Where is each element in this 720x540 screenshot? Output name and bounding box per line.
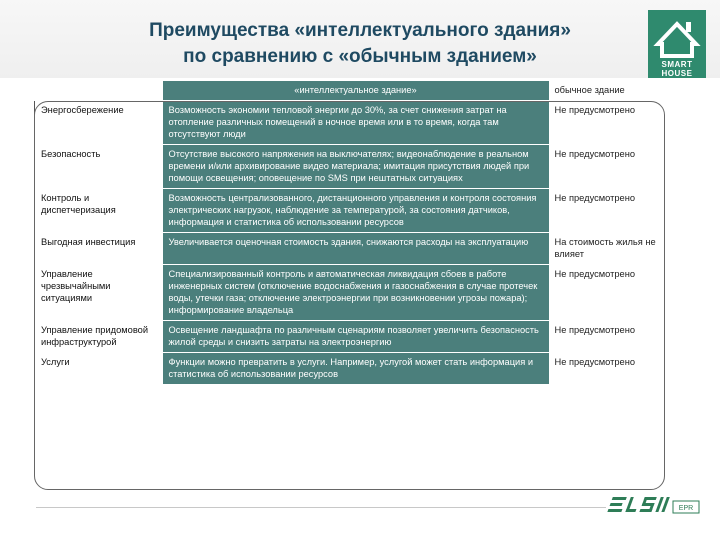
smart-cell: Возможность экономии тепловой энергии до 30%, за счет снижения затрат на отопление различных помещений в ночное время или в то время, когда там отсутствуют люди (163, 101, 549, 145)
title-line-1: Преимущества «интеллектуального здания» (149, 20, 571, 41)
column-header-smart: «интеллектуальное здание» (163, 81, 549, 101)
smart-cell: Освещение ландшафта по различным сценариям позволяет увеличить безопасность жилой среды и снизить затраты на электроэнергию (163, 321, 549, 353)
row-label: Контроль и диспетчеризация (35, 189, 163, 233)
table-row (35, 189, 665, 233)
normal-cell: На стоимость жилья не влияет (549, 233, 665, 265)
table-row (35, 145, 665, 189)
title-line-2: по сравнению с «обычным зданием» (183, 46, 537, 67)
footer-divider (36, 507, 606, 508)
normal-cell: Не предусмотрено (549, 101, 665, 145)
normal-cell: Не предусмотрено (549, 321, 665, 353)
smart-cell: Специализированный контроль и автоматическая ликвидация сбоев в работе инженерных систем (отключение водоснабжения и газоснабжения в случае протечек воды, утечки газа; отключение электроэнергии при возникновении угрозы пожара); информирование владельца (163, 265, 549, 321)
row-label: Управление чрезвычайными ситуациями (35, 265, 163, 321)
normal-cell: Не предусмотрено (549, 145, 665, 189)
table-row (35, 265, 665, 321)
logo-text-house: HOUSE (661, 69, 693, 78)
normal-cell: Не предусмотрено (549, 353, 665, 385)
smart-cell: Отсутствие высокого напряжения на выключателях; видеонаблюдение в реальном времени и/или архивирование видео материала; имитация присутствия людей при помощи освещения; оповещение по SMS при нештатных ситуациях (163, 145, 549, 189)
company-logo-icon (603, 491, 703, 521)
page-title (60, 18, 660, 70)
smart-cell: Увеличивается оценочная стоимость здания, снижаются расходы на эксплуатацию (163, 233, 549, 265)
normal-cell: Не предусмотрено (549, 265, 665, 321)
footer-logo-text: EPR (678, 505, 694, 512)
footer-logo (603, 491, 703, 521)
smart-house-logo (648, 10, 706, 78)
row-label: Энергосбережение (35, 101, 163, 145)
table-row (35, 101, 665, 145)
row-label: Выгодная инвестиция (35, 233, 163, 265)
row-label: Услуги (35, 353, 163, 385)
smart-cell: Возможность централизованного, дистанционного управления и контроля состояния электрических нагрузок, наблюдение за температурой, за состояния датчиков, информация и статистика об использовании ресурсов (163, 189, 549, 233)
table-row (35, 233, 665, 265)
smart-cell: Функции можно превратить в услуги. Например, услугой может стать информация и статистика об использовании ресурсов (163, 353, 549, 385)
table-header-row (35, 81, 665, 101)
normal-cell: Не предусмотрено (549, 189, 665, 233)
table-row (35, 321, 665, 353)
row-label: Управление придомовой инфраструктурой (35, 321, 163, 353)
logo-text-smart: SMART (661, 60, 693, 69)
column-header-normal: обычное здание (549, 81, 665, 101)
comparison-table (34, 81, 665, 385)
table-row (35, 353, 665, 385)
header-corner (35, 81, 163, 101)
row-label: Безопасность (35, 145, 163, 189)
